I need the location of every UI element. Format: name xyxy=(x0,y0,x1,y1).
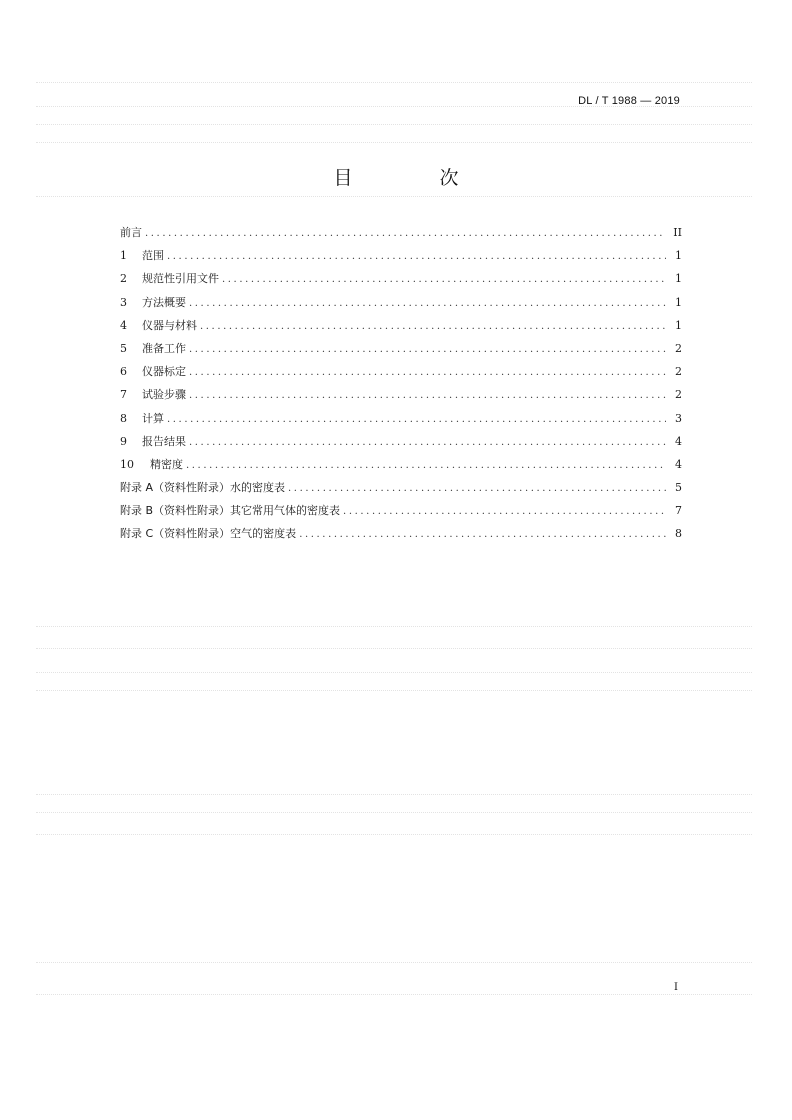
toc-entry-page: 5 xyxy=(675,481,682,495)
toc-leader-dots xyxy=(189,338,666,361)
scan-noise-line xyxy=(36,82,752,83)
scan-noise-line xyxy=(36,994,752,995)
toc-entry-number: 9 xyxy=(120,434,127,448)
toc-entry-annex-c[interactable] xyxy=(120,522,682,545)
toc-entry-number: 5 xyxy=(120,341,127,355)
toc-entry-foreword[interactable] xyxy=(120,221,682,244)
toc-entry-page: 4 xyxy=(675,434,682,448)
toc-entry-label xyxy=(120,430,189,453)
toc-entry-title: 报告结果 xyxy=(142,434,186,448)
toc-entry-preparation[interactable] xyxy=(120,337,682,360)
toc-entry-number: 7 xyxy=(120,388,127,402)
toc-entry-page: 1 xyxy=(675,249,682,263)
toc-entry-number: 3 xyxy=(120,295,127,309)
toc-leader-dots xyxy=(189,361,666,384)
toc-entry-label xyxy=(120,499,343,522)
toc-entry-label xyxy=(120,267,222,290)
toc-leader-dots xyxy=(299,523,666,546)
toc-entry-title: 精密度 xyxy=(150,457,183,471)
toc-entry-title: 范围 xyxy=(142,249,164,263)
toc-entry-page: 1 xyxy=(675,295,682,309)
toc-leader-dots xyxy=(186,454,666,477)
toc-entry-title: 方法概要 xyxy=(142,295,186,309)
page-number: I xyxy=(674,982,678,993)
toc-entry-title: 试验步骤 xyxy=(142,388,186,402)
scan-noise-line xyxy=(36,124,752,125)
toc-entry-annex-b[interactable] xyxy=(120,499,682,522)
toc-leader-dots xyxy=(167,245,666,268)
toc-entry-page: 4 xyxy=(675,457,682,471)
toc-entry-title: 准备工作 xyxy=(142,341,186,355)
toc-entry-number: 6 xyxy=(120,365,127,379)
toc-entry-page: 1 xyxy=(675,272,682,286)
scan-noise-line xyxy=(36,962,752,963)
toc-entry-title: 前言 xyxy=(120,226,142,239)
scan-noise-line xyxy=(36,672,752,673)
toc-entry-normative-references[interactable] xyxy=(120,267,682,290)
toc-entry-number: 2 xyxy=(120,272,127,286)
scan-noise-line xyxy=(36,626,752,627)
toc-entry-title: 附录 B（资料性附录）其它常用气体的密度表 xyxy=(120,504,341,518)
toc-entry-label xyxy=(120,476,288,499)
toc-entry-label xyxy=(120,453,186,476)
toc-entry-page: 7 xyxy=(675,504,682,518)
toc-entry-label xyxy=(120,291,189,314)
scan-noise-line xyxy=(36,142,752,143)
toc-leader-dots xyxy=(288,477,666,500)
toc-entry-title: 附录 C（资料性附录）空气的密度表 xyxy=(120,527,297,541)
standard-code: DL / T 1988 — 2019 xyxy=(578,95,680,107)
scan-noise-line xyxy=(36,834,752,835)
toc-entry-calculation[interactable] xyxy=(120,407,682,430)
toc-leader-dots xyxy=(222,268,666,291)
toc-entry-title: 附录 A（资料性附录）水的密度表 xyxy=(120,481,286,495)
toc-leader-dots xyxy=(189,384,666,407)
toc-entry-page: 2 xyxy=(675,388,682,402)
toc-entry-page: 8 xyxy=(675,527,682,541)
toc-entry-label xyxy=(120,244,167,267)
toc-entry-precision[interactable] xyxy=(120,453,682,476)
toc-entry-number: 4 xyxy=(120,318,127,332)
toc-entry-annex-a[interactable] xyxy=(120,476,682,499)
page-title: 目 次 xyxy=(333,167,493,189)
toc-entry-label xyxy=(120,337,189,360)
toc-leader-dots xyxy=(189,431,666,454)
toc-entry-title: 计算 xyxy=(142,411,164,425)
toc-leader-dots xyxy=(200,315,666,338)
toc-entry-page: 2 xyxy=(675,365,682,379)
toc-entry-label xyxy=(120,360,189,383)
scan-noise-line xyxy=(36,196,752,197)
toc-entry-method-summary[interactable] xyxy=(120,291,682,314)
toc-entry-number: 10 xyxy=(120,457,134,471)
toc-entry-label xyxy=(120,383,189,406)
toc-entry-label xyxy=(120,314,200,337)
scan-noise-line xyxy=(36,648,752,649)
scan-noise-line xyxy=(36,690,752,691)
toc-entry-number: 1 xyxy=(120,249,127,263)
toc-entry-page: 3 xyxy=(675,411,682,425)
toc-leader-dots xyxy=(167,408,666,431)
toc-entry-page: 1 xyxy=(675,318,682,332)
toc-entry-label xyxy=(120,407,167,430)
toc-entry-page: 2 xyxy=(675,341,682,355)
toc-entry-test-procedure[interactable] xyxy=(120,383,682,406)
toc-entry-title: 仪器标定 xyxy=(142,365,186,379)
toc-entry-label xyxy=(120,221,145,244)
toc-entry-calibration[interactable] xyxy=(120,360,682,383)
toc-entry-scope[interactable] xyxy=(120,244,682,267)
toc-entry-title: 仪器与材料 xyxy=(142,318,197,332)
toc-entry-label xyxy=(120,522,299,545)
toc-leader-dots xyxy=(145,222,666,245)
toc-entry-report[interactable] xyxy=(120,430,682,453)
toc-entry-title: 规范性引用文件 xyxy=(142,272,219,286)
toc-entry-number: 8 xyxy=(120,411,127,425)
toc-entry-page: II xyxy=(673,226,682,239)
scan-noise-line xyxy=(36,794,752,795)
table-of-contents xyxy=(120,221,682,546)
toc-leader-dots xyxy=(189,292,666,315)
toc-leader-dots xyxy=(343,500,666,523)
scan-noise-line xyxy=(36,812,752,813)
toc-entry-apparatus-materials[interactable] xyxy=(120,314,682,337)
